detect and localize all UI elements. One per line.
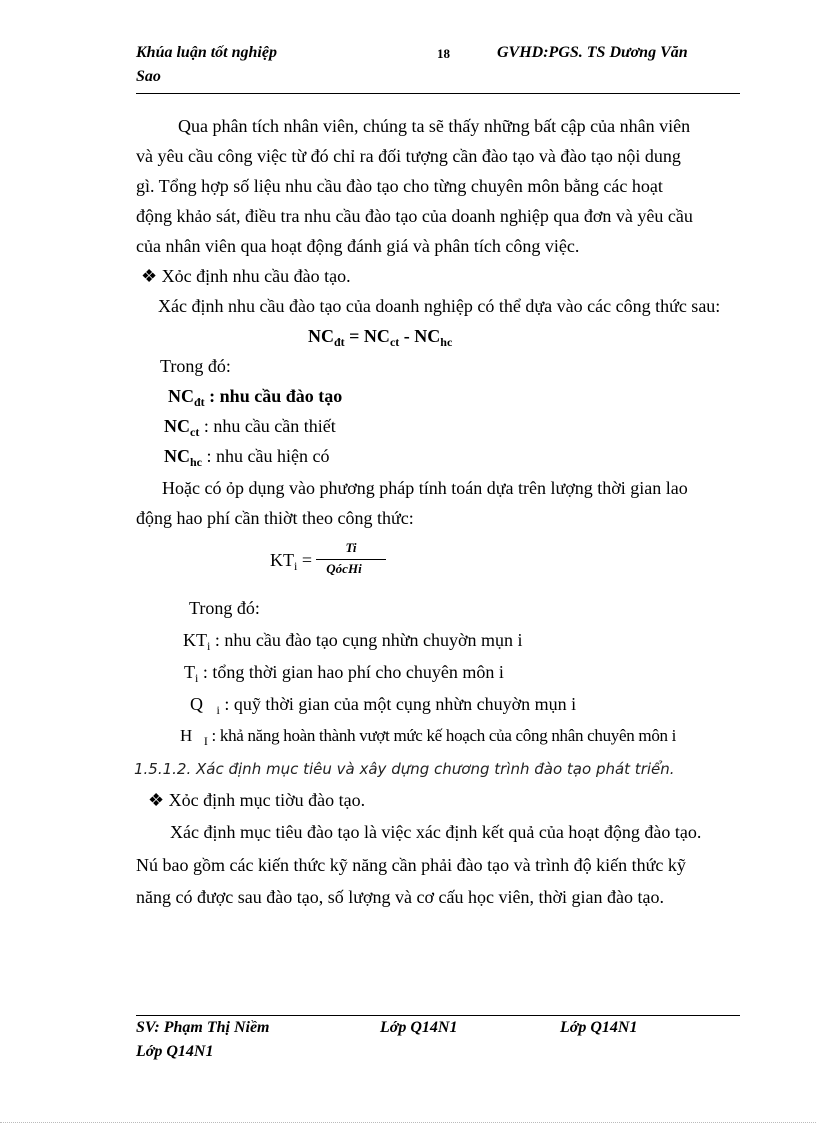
para1-line4: động khảo sát, điều tra nhu cầu đào tạo của doanh nghiệp qua đơn và yêu cầu — [136, 206, 693, 226]
footer-student: SV: Phạm Thị Niềm — [136, 1019, 270, 1036]
para1-line1: Qua phân tích nhân viên, chúng ta sẽ thấy những bất cập của nhân viên — [178, 116, 691, 136]
header-advisor: GVHD:PGS. TS Dương Văn — [497, 44, 688, 61]
para1-line5: của nhân viên qua hoạt động đánh giá và phân tích công việc. — [136, 236, 580, 256]
def-h: H $_I$ : khả năng hoàn thành vượt mức kế hoạch của công nhân chuyên môn i — [180, 726, 677, 748]
formula-kt-fraction — [316, 540, 386, 584]
para2-line2: động hao phí cần thiờt theo công thức: — [136, 508, 414, 528]
footer-class-3: Lớp Q14N1 — [136, 1043, 214, 1060]
header-title: Khúa luận tốt nghiệp — [136, 44, 277, 61]
formula-intro: Xác định nhu cầu đào tạo của doanh nghiệp có thể dựa vào các công thức sau: — [158, 296, 721, 316]
fraction-denominator: QócHi — [326, 561, 362, 576]
fraction-bar — [316, 559, 386, 560]
header-title-continued: Sao — [136, 68, 161, 85]
def-kt: $KT_i$ : nhu cầu đào tạo cụng nhừn chuyờn mụn i — [183, 630, 523, 653]
footer-class-1: Lớp Q14N1 — [380, 1019, 458, 1036]
def-nc-dt: $NC_{đt}$ : nhu cầu đào tạo — [168, 386, 343, 409]
formula-nc: $NC_{đt} = NC_{ct} - NC_{hc}$ — [308, 326, 453, 349]
def-t: $T_i$ : tổng thời gian hao phí cho chuyên môn i — [184, 662, 504, 685]
para2-line1: Hoặc có ỏp dụng vào phương pháp tính toán dựa trên lượng thời gian lao — [162, 478, 688, 498]
formula-kt-lhs: $KT_i$ = — [270, 550, 312, 573]
para1-line2: và yêu cầu công việc từ đó chỉ ra đối tượng cần đào tạo và đào tạo nội dung — [136, 146, 681, 166]
where-label-1: Trong đó: — [160, 356, 231, 376]
para3-line1: Xác định mục tiêu đào tạo là việc xác định kết quả của hoạt động đào tạo. — [170, 822, 702, 842]
bullet-heading-2: ❖ Xỏc định mục tiờu đào tạo. — [148, 790, 366, 810]
where-label-2: Trong đó: — [189, 598, 260, 618]
footer-class-2: Lớp Q14N1 — [560, 1019, 638, 1036]
section-heading: 1.5.1.2. Xác định mục tiêu và xây dựng chương trình đào tạo phát triển. — [134, 760, 675, 778]
def-nc-hc: $NC_{hc}$ : nhu cầu hiện có — [164, 446, 330, 469]
footer-rule — [136, 1015, 740, 1016]
def-q: Q $_i$ : quỹ thời gian của một cụng nhừn chuyờn mụn i — [190, 694, 577, 717]
header-rule — [136, 93, 740, 94]
def-nc-ct: $NC_{ct}$ : nhu cầu cần thiết — [164, 416, 336, 439]
bullet-heading-1: ❖ Xỏc định nhu cầu đào tạo. — [141, 266, 351, 286]
para1-line3: gì. Tổng hợp số liệu nhu cầu đào tạo cho từng chuyên môn bằng các hoạt — [136, 176, 663, 196]
para3-line2: Nú bao gồm các kiến thức kỹ năng cần phải đào tạo và trình độ kiến thức kỹ — [136, 855, 686, 875]
para3-line3: năng có được sau đào tạo, số lượng và cơ cấu học viên, thời gian đào tạo. — [136, 887, 664, 907]
page-number: 18 — [437, 46, 450, 61]
fraction-numerator: Ti — [345, 540, 357, 555]
